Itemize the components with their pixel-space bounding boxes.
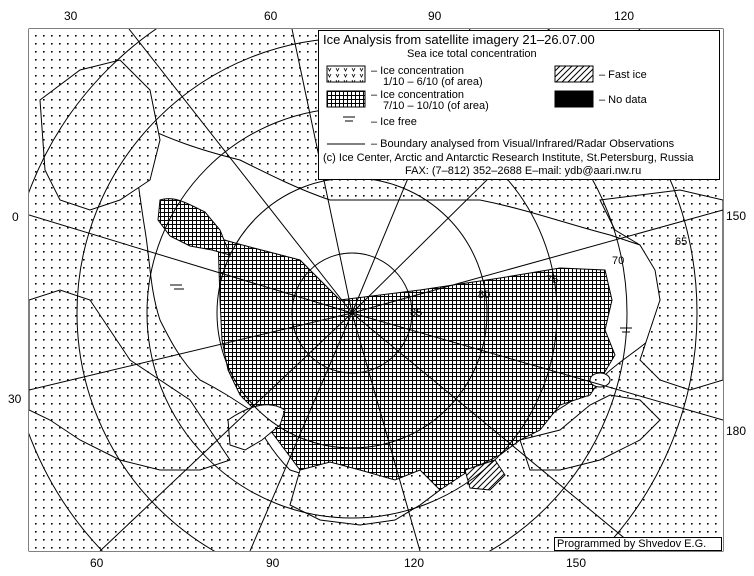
swatch-ice-7-10 <box>327 91 365 107</box>
legend-ice-7-10-line1: – Ice concentration <box>371 89 464 101</box>
swatch-fast-ice <box>555 66 593 82</box>
legend-box <box>318 30 720 180</box>
edge-label-left-30: 30 <box>8 392 22 406</box>
swatch-ice-free <box>343 117 355 121</box>
lat-label-80: 80 <box>478 289 491 301</box>
lat-label-65: 65 <box>675 236 688 248</box>
lat-label-85: 85 <box>410 307 423 319</box>
legend-ice-1-6-line1: – Ice concentration <box>371 65 464 77</box>
lat-label-75: 75 <box>546 274 559 286</box>
swatch-no-data <box>555 91 593 107</box>
legend-boundary-note: – Boundary analysed from Visual/Infrared/Radar Observations <box>371 138 675 150</box>
legend-subtitle: Sea ice total concentration <box>407 48 537 60</box>
edge-label-right-180: 180 <box>726 424 747 438</box>
lat-label-70: 70 <box>612 255 625 267</box>
legend-contact: FAX: (7–812) 352–2688 E–mail: ydb@aari.nw.ru <box>405 165 642 177</box>
legend-no-data: – No data <box>599 94 647 106</box>
edge-label-bottom-90: 90 <box>266 556 280 570</box>
edge-label-top-30: 30 <box>64 9 78 23</box>
legend-title: Ice Analysis from satellite imagery 21–26.07.00 <box>323 32 595 47</box>
edge-label-bottom-60: 60 <box>90 556 104 570</box>
legend-copyright: (c) Ice Center, Arctic and Antarctic Research Institute, St.Petersburg, Russia <box>323 152 694 164</box>
legend-ice-7-10-line2: 7/10 – 10/10 (of area) <box>383 100 489 112</box>
legend-ice-free: – Ice free <box>371 116 417 128</box>
programmer-credit: Programmed by Shvedov E.G. <box>554 537 722 551</box>
legend-ice-1-6-line2: 1/10 – 6/10 (of area) <box>383 76 483 88</box>
edge-label-top-120: 120 <box>614 9 635 23</box>
edge-label-top-90: 90 <box>428 9 442 23</box>
legend-fast-ice: – Fast ice <box>599 69 647 81</box>
edge-label-right-150: 150 <box>726 209 747 223</box>
edge-label-bottom-150: 150 <box>566 556 587 570</box>
swatch-ice-1-6 <box>327 66 365 82</box>
edge-label-left-0: 0 <box>12 210 19 224</box>
edge-label-top-60: 60 <box>264 9 278 23</box>
legend-boundary-line <box>327 141 367 147</box>
edge-label-bottom-120: 120 <box>404 556 425 570</box>
